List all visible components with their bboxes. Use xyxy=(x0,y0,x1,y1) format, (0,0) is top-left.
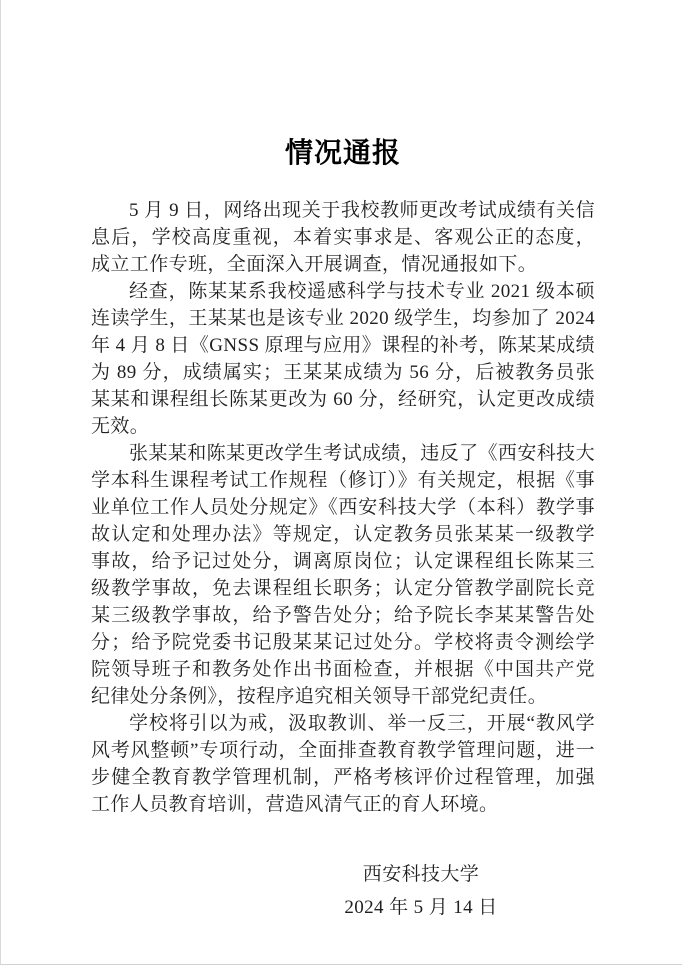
paragraph-findings: 经查，陈某某系我校遥感科学与技术专业 2021 级本硕连读学生，王某某也是该专业 2020 级学生，均参加了 2024 年 4 月 8 日《GNSS 原理与应用》课程的补考，陈某某成绩为 89 分，成绩属实；王某某成绩为 56 分，后被教务员张某某和课程组长陈某更改为 60 分，经研究，认定更改成绩无效。 xyxy=(91,281,595,437)
document-body xyxy=(91,197,595,818)
document-title: 情况通报 xyxy=(284,138,401,169)
signature-block xyxy=(247,858,595,924)
signature-date: 2024 年 5 月 14 日 xyxy=(344,897,498,918)
signature-organization: 西安科技大学 xyxy=(362,864,480,885)
paragraph-measures: 学校将引以为戒，汲取教训、举一反三，开展“教风学风考风整顿”专项行动，全面排查教育教学管理问题，进一步健全教育教学管理机制，严格考核评价过程管理，加强工作人员教育培训，营造风清气正的育人环境。 xyxy=(91,713,595,815)
paragraph-intro: 5 月 9 日，网络出现关于我校教师更改考试成绩有关信息后，学校高度重视，本着实事求是、客观公正的态度，成立工作专班，全面深入开展调查，情况通报如下。 xyxy=(91,200,595,275)
paragraph-penalties: 张某某和陈某更改学生考试成绩，违反了《西安科技大学本科生课程考试工作规程（修订）》有关规定，根据《事业单位工作人员处分规定》《西安科技大学（本科）教学事故认定和处理办法》等规定，认定教务员张某某一级教学事故，给予记过处分，调离原岗位；认定课程组长陈某三级教学事故，免去课程组长职务；认定分管教学副院长竞某三级教学事故，给予警告处分；给予院长李某某警告处分；给予院党委书记殷某某记过处分。学校将责令测绘学院领导班子和教务处作出书面检查，并根据《中国共产党纪律处分条例》，按程序追究相关领导干部党纪责任。 xyxy=(91,443,595,707)
